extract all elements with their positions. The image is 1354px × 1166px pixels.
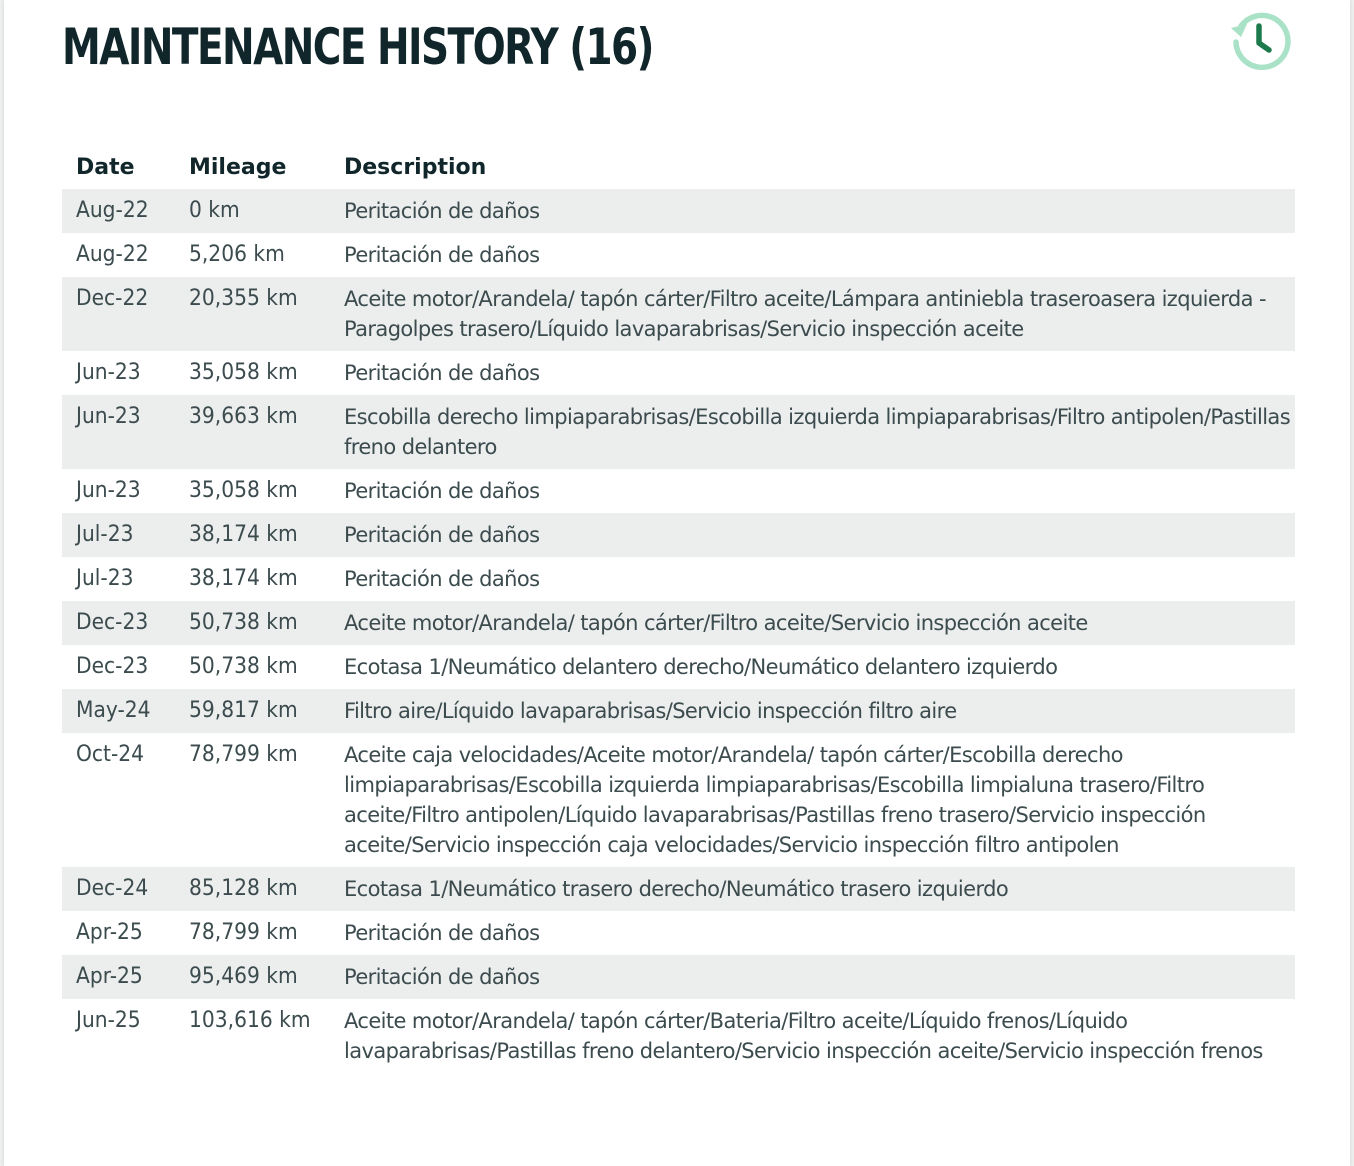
cell-description [330, 469, 1295, 513]
cell-date [62, 999, 175, 1073]
cell-mileage [175, 469, 330, 513]
date-value: Aug-22 [76, 242, 149, 267]
cell-description [330, 601, 1295, 645]
cell-date [62, 395, 175, 469]
description-value: Peritación de daños [344, 965, 540, 989]
date-value: Jun-23 [76, 404, 141, 429]
description-value: Peritación de daños [344, 243, 540, 267]
date-value: Dec-23 [76, 654, 149, 679]
mileage-value: 35,058 km [189, 360, 298, 385]
cell-description [330, 189, 1295, 233]
table-row [62, 601, 1295, 645]
description-value: Peritación de daños [344, 567, 540, 591]
description-value: Peritación de daños [344, 921, 540, 945]
cell-description [330, 277, 1295, 351]
mileage-value: 5,206 km [189, 242, 285, 267]
column-header-mileage: Mileage [189, 154, 287, 180]
date-value: Dec-24 [76, 876, 149, 901]
cell-mileage [175, 911, 330, 955]
cell-description [330, 867, 1295, 911]
description-value: Aceite motor/Arandela/ tapón cárter/Bateria/Filtro aceite/Líquido frenos/Líquido lavaparabrisas/Pastillas freno delantero/Servicio inspección aceite/Servicio inspección frenos [344, 1009, 1263, 1063]
cell-date [62, 233, 175, 277]
mileage-value: 85,128 km [189, 876, 298, 901]
cell-date [62, 513, 175, 557]
cell-mileage [175, 645, 330, 689]
cell-date [62, 645, 175, 689]
description-value: Peritación de daños [344, 523, 540, 547]
mileage-value: 50,738 km [189, 654, 298, 679]
date-value: Jul-23 [76, 566, 134, 591]
cell-date [62, 189, 175, 233]
cell-mileage [175, 351, 330, 395]
history-button[interactable] [1227, 8, 1291, 72]
date-value: Jun-23 [76, 360, 141, 385]
cell-date [62, 867, 175, 911]
mileage-value: 95,469 km [189, 964, 298, 989]
cell-date [62, 911, 175, 955]
date-value: Jun-25 [76, 1008, 141, 1033]
date-value: Dec-22 [76, 286, 149, 311]
cell-mileage [175, 557, 330, 601]
table-row [62, 233, 1295, 277]
table-row [62, 689, 1295, 733]
cell-mileage [175, 277, 330, 351]
cell-date [62, 557, 175, 601]
cell-date [62, 733, 175, 867]
page-title: MAINTENANCE HISTORY (16) [62, 18, 653, 76]
table-row [62, 513, 1295, 557]
description-value: Ecotasa 1/Neumático trasero derecho/Neumático trasero izquierdo [344, 877, 1009, 901]
description-value: Ecotasa 1/Neumático delantero derecho/Neumático delantero izquierdo [344, 655, 1058, 679]
table-row [62, 351, 1295, 395]
table-row [62, 277, 1295, 351]
cell-mileage [175, 999, 330, 1073]
cell-description [330, 557, 1295, 601]
cell-mileage [175, 601, 330, 645]
cell-mileage [175, 233, 330, 277]
cell-date [62, 601, 175, 645]
history-icon [1227, 8, 1291, 72]
table-row [62, 733, 1295, 867]
date-value: Dec-23 [76, 610, 149, 635]
table-row [62, 469, 1295, 513]
date-value: Aug-22 [76, 198, 149, 223]
mileage-value: 103,616 km [189, 1008, 311, 1033]
maintenance-table-container [62, 145, 1295, 1073]
mileage-value: 59,817 km [189, 698, 298, 723]
cell-description [330, 955, 1295, 999]
cell-date [62, 277, 175, 351]
column-header-date: Date [76, 154, 135, 180]
mileage-value: 35,058 km [189, 478, 298, 503]
cell-description [330, 351, 1295, 395]
table-row [62, 867, 1295, 911]
date-value: Apr-25 [76, 964, 143, 989]
table-row [62, 557, 1295, 601]
cell-mileage [175, 513, 330, 557]
description-value: Peritación de daños [344, 479, 540, 503]
mileage-value: 50,738 km [189, 610, 298, 635]
mileage-value: 78,799 km [189, 742, 298, 767]
maintenance-history-card [4, 0, 1350, 1166]
description-value: Peritación de daños [344, 361, 540, 385]
cell-date [62, 689, 175, 733]
cell-mileage [175, 689, 330, 733]
mileage-value: 78,799 km [189, 920, 298, 945]
cell-description [330, 233, 1295, 277]
cell-mileage [175, 955, 330, 999]
table-row [62, 189, 1295, 233]
maintenance-table [62, 145, 1295, 1073]
description-value: Filtro aire/Líquido lavaparabrisas/Servicio inspección filtro aire [344, 699, 957, 723]
date-value: Apr-25 [76, 920, 143, 945]
table-row [62, 955, 1295, 999]
cell-date [62, 955, 175, 999]
cell-mileage [175, 733, 330, 867]
mileage-value: 38,174 km [189, 522, 298, 547]
description-value: Aceite motor/Arandela/ tapón cárter/Filtro aceite/Lámpara antiniebla traseroasera izquierda - Paragolpes trasero/Líquido lavaparabrisas/Servicio inspección aceite [344, 287, 1266, 341]
cell-mileage [175, 867, 330, 911]
date-value: Jul-23 [76, 522, 134, 547]
cell-description [330, 645, 1295, 689]
mileage-value: 0 km [189, 198, 240, 223]
description-value: Aceite caja velocidades/Aceite motor/Arandela/ tapón cárter/Escobilla derecho limpiaparabrisas/Escobilla izquierda limpiaparabrisas/Escobilla limpialuna trasero/Filtro aceite/Filtro antipolen/Líquido lavaparabrisas/Pastillas freno trasero/Servicio inspección aceite/Servicio inspección caja velocidades/Servicio inspección filtro antipolen [344, 743, 1206, 857]
cell-description [330, 513, 1295, 557]
cell-mileage [175, 189, 330, 233]
cell-description [330, 911, 1295, 955]
cell-date [62, 351, 175, 395]
mileage-value: 38,174 km [189, 566, 298, 591]
description-value: Escobilla derecho limpiaparabrisas/Escobilla izquierda limpiaparabrisas/Filtro antipolen/Pastillas freno delantero [344, 405, 1291, 459]
cell-description [330, 999, 1295, 1073]
description-value: Peritación de daños [344, 199, 540, 223]
table-row [62, 395, 1295, 469]
mileage-value: 20,355 km [189, 286, 298, 311]
table-row [62, 645, 1295, 689]
date-value: May-24 [76, 698, 151, 723]
cell-date [62, 469, 175, 513]
cell-mileage [175, 395, 330, 469]
date-value: Oct-24 [76, 742, 145, 767]
mileage-value: 39,663 km [189, 404, 298, 429]
table-header-row [62, 145, 1295, 189]
cell-description [330, 689, 1295, 733]
description-value: Aceite motor/Arandela/ tapón cárter/Filtro aceite/Servicio inspección aceite [344, 611, 1088, 635]
table-row [62, 999, 1295, 1073]
table-row [62, 911, 1295, 955]
date-value: Jun-23 [76, 478, 141, 503]
cell-description [330, 733, 1295, 867]
column-header-description: Description [344, 154, 487, 180]
cell-description [330, 395, 1295, 469]
